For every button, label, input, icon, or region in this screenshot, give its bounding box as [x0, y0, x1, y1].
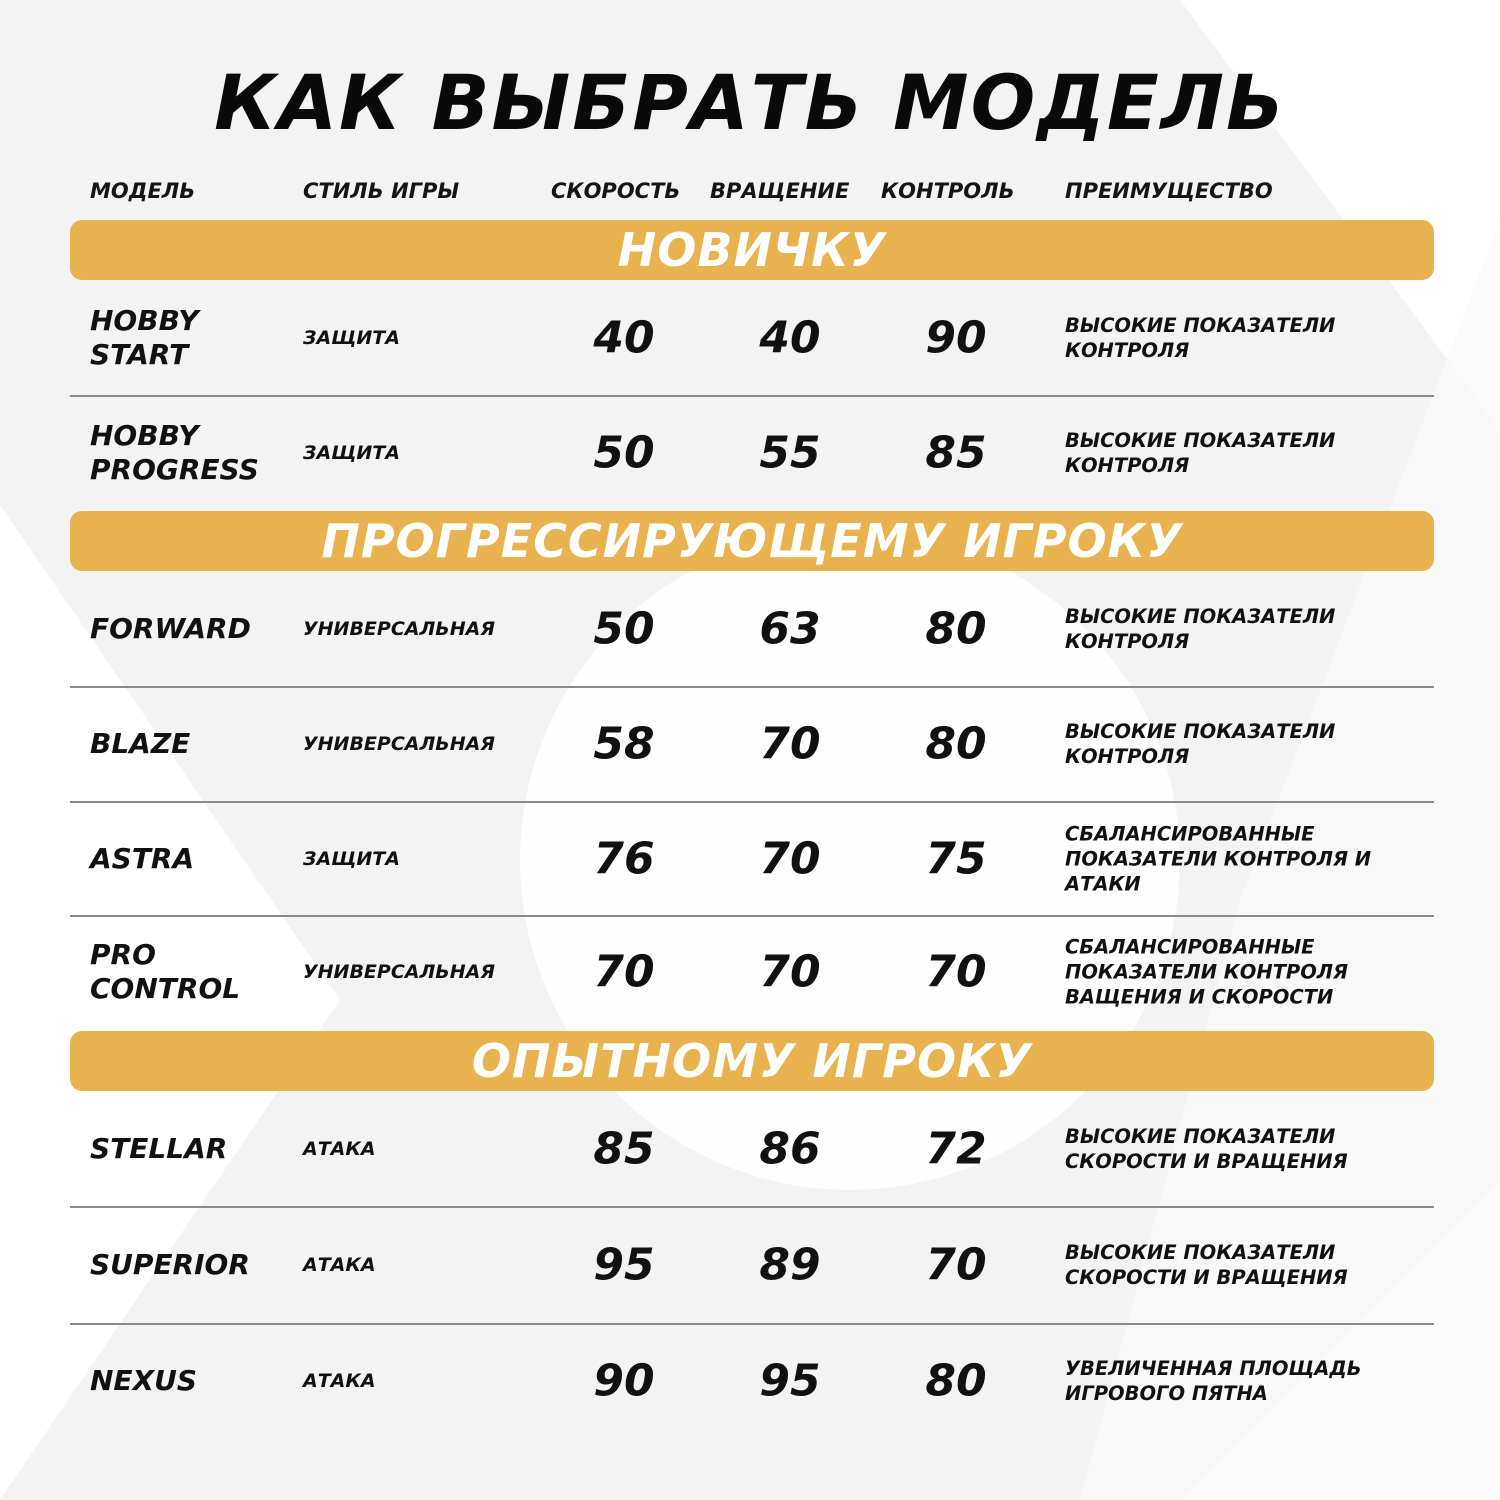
advantage-text: ВЫСОКИЕ ПОКАЗАТЕЛИ КОНТРОЛЯ: [1065, 314, 1336, 362]
header-speed: СКОРОСТЬ: [551, 179, 681, 203]
play-style: ЗАЩИТА: [303, 848, 400, 870]
page-title: КАК ВЫБРАТЬ МОДЕЛЬ: [214, 58, 1286, 147]
spin-value: 70: [759, 946, 821, 998]
speed-value: 58: [593, 718, 655, 770]
table-row: [70, 572, 1434, 686]
advantage-text: ВЫСОКИЕ ПОКАЗАТЕЛИ СКОРОСТИ И ВРАЩЕНИЯ: [1065, 1125, 1348, 1173]
model-name: SUPERIOR: [90, 1248, 250, 1281]
model-name: NEXUS: [90, 1364, 198, 1397]
play-style: АТАКА: [303, 1254, 376, 1276]
advantage-text: СБАЛАНСИРОВАННЫЕ ПОКАЗАТЕЛИ КОНТРОЛЯ ВАЩЕНИЯ И СКОРОСТИ: [1065, 935, 1349, 1009]
model-name: BLAZE: [90, 727, 191, 760]
advantage-text: ВЫСОКИЕ ПОКАЗАТЕЛИ КОНТРОЛЯ: [1065, 720, 1336, 768]
speed-value: 85: [593, 1123, 655, 1175]
table-row: [70, 917, 1434, 1027]
speed-value: 70: [593, 946, 655, 998]
control-value: 80: [925, 1355, 987, 1407]
speed-value: 95: [593, 1239, 655, 1291]
speed-value: 76: [593, 833, 655, 885]
spin-value: 40: [759, 312, 821, 364]
play-style: АТАКА: [303, 1138, 376, 1160]
header-model: МОДЕЛЬ: [90, 179, 196, 203]
speed-value: 50: [593, 427, 655, 479]
header-control: КОНТРОЛЬ: [881, 179, 1015, 203]
table-row: [70, 397, 1434, 509]
play-style: УНИВЕРСАЛЬНАЯ: [303, 961, 495, 983]
model-name: ASTRA: [90, 842, 195, 875]
model-name: HOBBY START: [90, 304, 199, 371]
header-style: СТИЛЬ ИГРЫ: [303, 179, 460, 203]
spin-value: 63: [759, 603, 821, 655]
table-row: [70, 281, 1434, 395]
speed-value: 50: [593, 603, 655, 655]
speed-value: 90: [593, 1355, 655, 1407]
advantage-text: ВЫСОКИЕ ПОКАЗАТЕЛИ СКОРОСТИ И ВРАЩЕНИЯ: [1065, 1241, 1348, 1289]
table-row: [70, 1092, 1434, 1206]
section-band-experienced: [70, 1031, 1434, 1091]
model-name: HOBBY PROGRESS: [90, 419, 259, 486]
section-band-progressing: [70, 511, 1434, 571]
spin-value: 89: [759, 1239, 821, 1291]
control-value: 90: [925, 312, 987, 364]
play-style: ЗАЩИТА: [303, 442, 400, 464]
spin-value: 70: [759, 718, 821, 770]
model-name: FORWARD: [90, 612, 251, 645]
advantage-text: СБАЛАНСИРОВАННЫЕ ПОКАЗАТЕЛИ КОНТРОЛЯ И АТАКИ: [1065, 822, 1372, 896]
play-style: УНИВЕРСАЛЬНАЯ: [303, 618, 495, 640]
spin-value: 55: [759, 427, 821, 479]
header-advantage: ПРЕИМУЩЕСТВО: [1065, 179, 1273, 203]
control-value: 80: [925, 603, 987, 655]
table-row: [70, 688, 1434, 800]
section-label: НОВИЧКУ: [617, 223, 887, 277]
model-name: PRO CONTROL: [90, 938, 241, 1005]
control-value: 85: [925, 427, 987, 479]
control-value: 70: [925, 946, 987, 998]
spin-value: 70: [759, 833, 821, 885]
play-style: УНИВЕРСАЛЬНАЯ: [303, 733, 495, 755]
spin-value: 86: [759, 1123, 821, 1175]
play-style: ЗАЩИТА: [303, 327, 400, 349]
section-band-beginner: [70, 220, 1434, 280]
section-label: ПРОГРЕССИРУЮЩЕМУ ИГРОКУ: [321, 514, 1183, 568]
advantage-text: УВЕЛИЧЕННАЯ ПЛОЩАДЬ ИГРОВОГО ПЯТНА: [1065, 1357, 1362, 1405]
speed-value: 40: [593, 312, 655, 364]
header-spin: ВРАЩЕНИЕ: [710, 179, 850, 203]
control-value: 72: [925, 1123, 987, 1175]
advantage-text: ВЫСОКИЕ ПОКАЗАТЕЛИ КОНТРОЛЯ: [1065, 429, 1336, 477]
model-name: STELLAR: [90, 1132, 228, 1165]
control-value: 75: [925, 833, 987, 885]
section-label: ОПЫТНОМУ ИГРОКУ: [471, 1034, 1033, 1088]
control-value: 80: [925, 718, 987, 770]
table-row: [70, 803, 1434, 915]
control-value: 70: [925, 1239, 987, 1291]
play-style: АТАКА: [303, 1370, 376, 1392]
spin-value: 95: [759, 1355, 821, 1407]
table-row: [70, 1325, 1434, 1437]
table-row: [70, 1208, 1434, 1322]
advantage-text: ВЫСОКИЕ ПОКАЗАТЕЛИ КОНТРОЛЯ: [1065, 605, 1336, 653]
